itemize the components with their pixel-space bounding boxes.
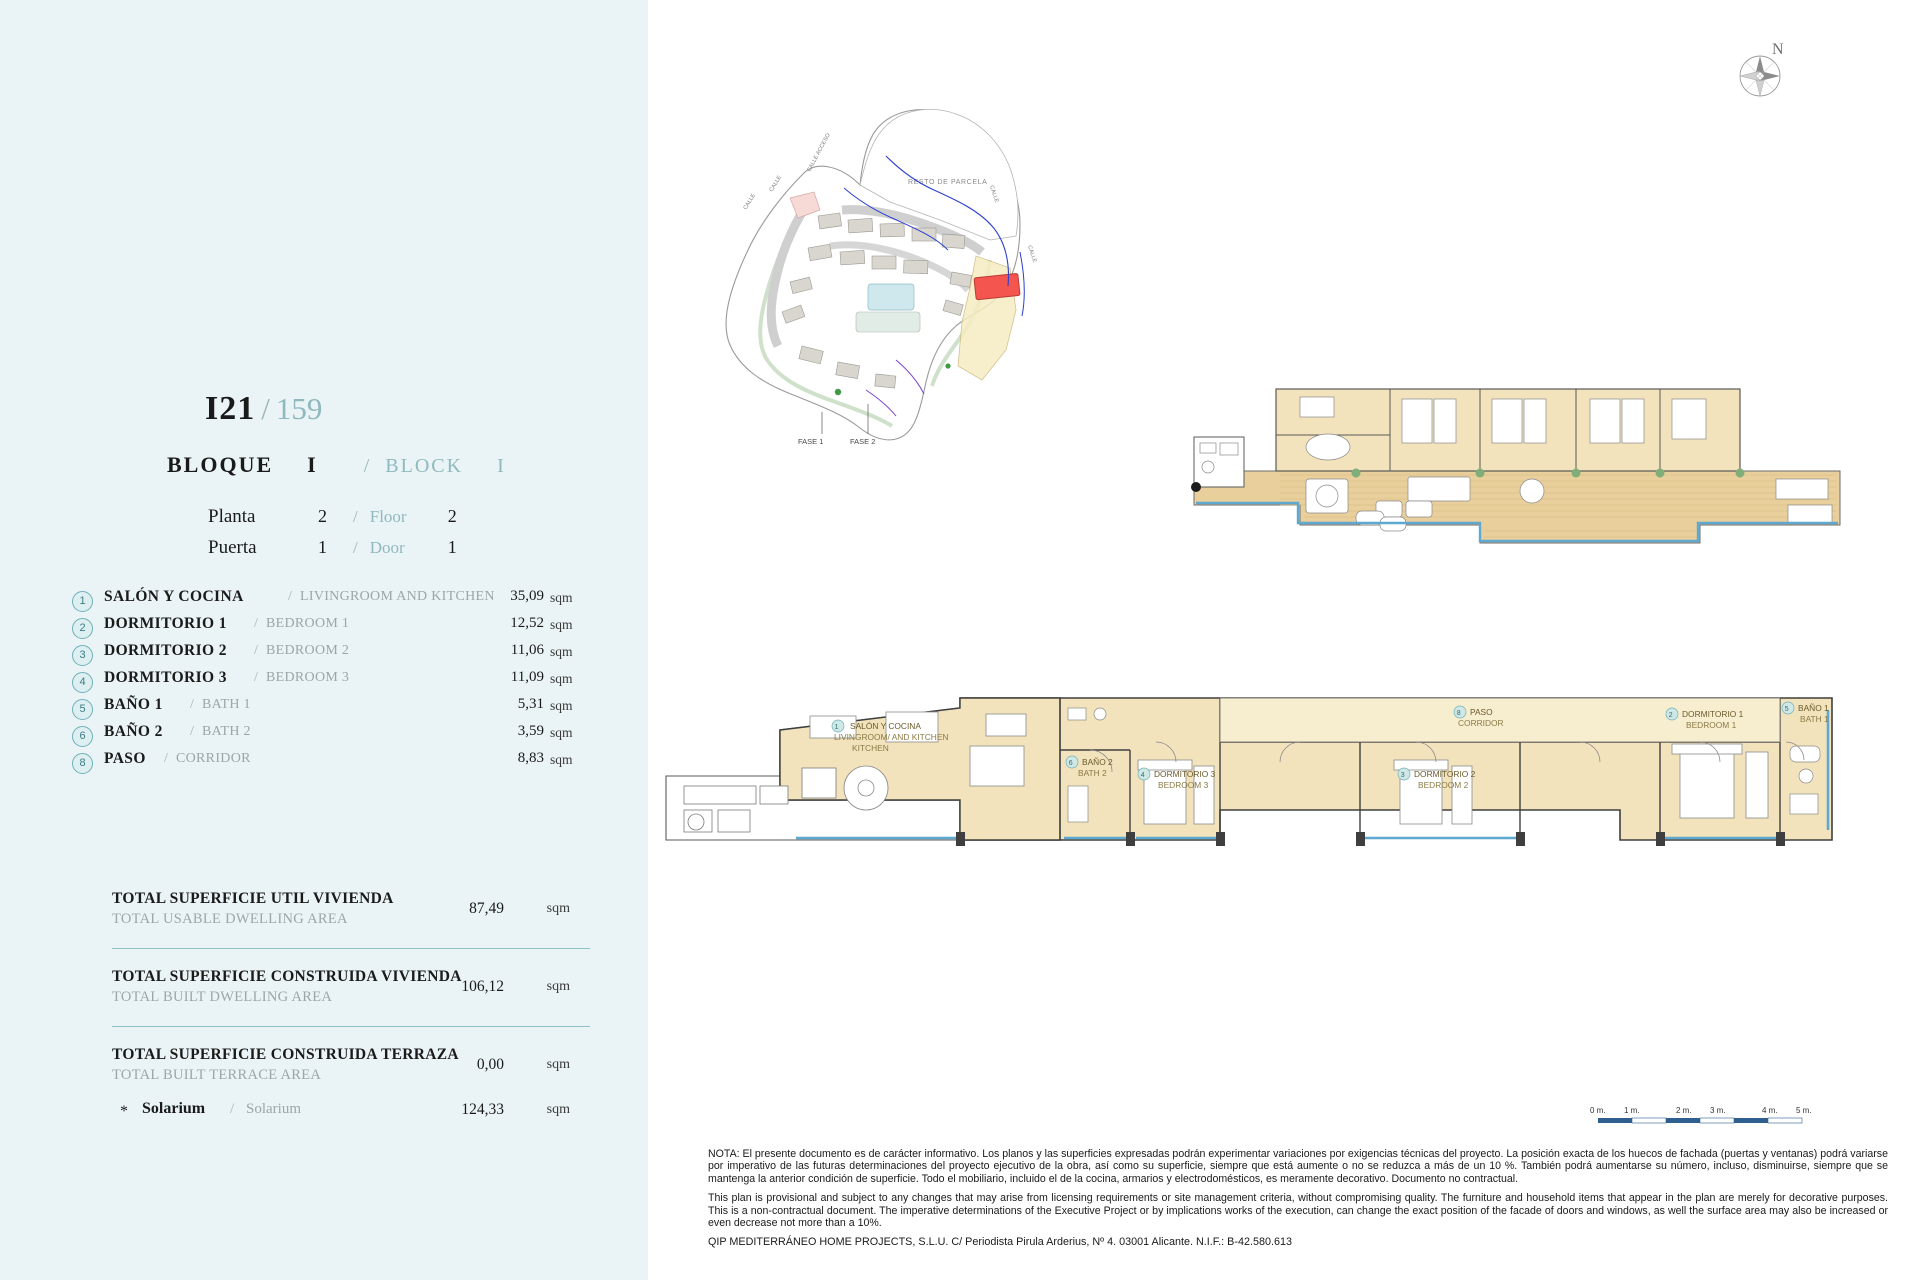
amenity-area bbox=[856, 312, 920, 332]
tag-label-en-8: CORRIDOR bbox=[1458, 718, 1504, 728]
door-separator: / bbox=[353, 538, 358, 557]
room-area: 35,09 bbox=[510, 588, 544, 604]
total-usable-value: 87,49 bbox=[469, 900, 504, 917]
floor-separator: / bbox=[353, 507, 358, 526]
unit-number: 159 bbox=[275, 391, 323, 426]
tag-number-2: 2 bbox=[1668, 711, 1673, 719]
room-name-es: PASO bbox=[104, 750, 146, 767]
room-name-es: BAÑO 1 bbox=[104, 696, 163, 713]
block-label-es: BLOQUE bbox=[167, 452, 274, 477]
room-name-en: LIVINGROOM AND KITCHEN bbox=[300, 589, 495, 604]
door-label-en: Door bbox=[369, 538, 405, 557]
room-name-es: DORMITORIO 2 bbox=[104, 642, 227, 659]
total-terrace-value: 0,00 bbox=[476, 1056, 504, 1073]
room-area: 11,06 bbox=[510, 642, 544, 658]
street-label: CALLE bbox=[768, 174, 784, 194]
room-separator: / bbox=[288, 589, 292, 604]
tag-label-en-4: BEDROOM 3 bbox=[1158, 780, 1209, 790]
total-usable-label-en: TOTAL USABLE DWELLING AREA bbox=[112, 911, 348, 927]
tag-label-en-6: BATH 2 bbox=[1078, 768, 1107, 778]
tag-label-en-1b: KITCHEN bbox=[852, 743, 889, 753]
service-block bbox=[1194, 437, 1244, 487]
street-label: CALLE bbox=[1026, 244, 1038, 264]
floor-value-es: 2 bbox=[318, 506, 327, 526]
tag-label-en-1: LIVINGROOM/ AND KITCHEN bbox=[834, 732, 949, 742]
room-separator: / bbox=[254, 670, 258, 685]
room-row bbox=[72, 696, 592, 723]
block-value-es: I bbox=[307, 452, 316, 477]
tag-label-es-4: DORMITORIO 3 bbox=[1154, 769, 1216, 779]
floor-label-en: Floor bbox=[369, 507, 407, 526]
tag-label-es-5: BAÑO 1 bbox=[1798, 703, 1829, 713]
room-row bbox=[72, 588, 592, 615]
room-row bbox=[72, 750, 592, 777]
room-name-en: BATH 1 bbox=[202, 697, 251, 712]
site-plan-svg bbox=[690, 60, 1250, 480]
scale-tick-0: 0 m. bbox=[1590, 1106, 1606, 1115]
room-area: 8,83 bbox=[517, 750, 544, 766]
door-value-es: 1 bbox=[318, 537, 327, 557]
tag-number-8: 8 bbox=[1456, 709, 1461, 717]
block-value-en: I bbox=[497, 455, 504, 477]
block-row bbox=[167, 452, 547, 478]
door-value-en: 1 bbox=[447, 537, 457, 557]
company-legal-line: QIP MEDITERRÁNEO HOME PROJECTS, S.L.U. C/ Periodista Pirula Arderius, Nº 4. 03001 Alicante. N.I.F.: B-42.580.613 bbox=[708, 1236, 1292, 1249]
info-panel bbox=[0, 0, 648, 1280]
total-built-dwelling-area bbox=[112, 968, 592, 1006]
block-label-en: BLOCK bbox=[385, 455, 464, 477]
room-index-badge: 1 bbox=[72, 591, 93, 612]
solarium-asterisk: * bbox=[120, 1103, 128, 1120]
room-row bbox=[72, 615, 592, 642]
room-row bbox=[72, 642, 592, 669]
solarium-label-en: Solarium bbox=[246, 1101, 301, 1117]
unit-code: I21 bbox=[205, 390, 256, 427]
total-usable-unit: sqm bbox=[546, 901, 570, 916]
unit-title bbox=[205, 390, 322, 428]
marker-dot bbox=[835, 389, 841, 395]
tag-label-es-6: BAÑO 2 bbox=[1082, 757, 1113, 767]
room-area-unit: sqm bbox=[550, 644, 573, 659]
room-area-unit: sqm bbox=[550, 617, 573, 632]
room-separator: / bbox=[254, 643, 258, 658]
floor-row bbox=[208, 506, 548, 528]
room-index-badge: 5 bbox=[72, 699, 93, 720]
tag-label-es-3: DORMITORIO 2 bbox=[1414, 769, 1476, 779]
block-separator: / bbox=[363, 455, 370, 477]
utility-line bbox=[1020, 252, 1024, 316]
total-built-value: 106,12 bbox=[461, 978, 504, 995]
solarium-unit: sqm bbox=[546, 1102, 570, 1117]
street-label: CALLE bbox=[988, 184, 1000, 204]
total-built-label-es: TOTAL SUPERFICIE CONSTRUIDA VIVIENDA bbox=[112, 968, 462, 985]
room-name-es: DORMITORIO 3 bbox=[104, 669, 227, 686]
room-index-badge: 2 bbox=[72, 618, 93, 639]
tag-label-es-8: PASO bbox=[1470, 707, 1493, 717]
highlighted-unit bbox=[974, 273, 1020, 299]
rest-of-parcel-label: RESTO DE PARCELA bbox=[908, 179, 988, 186]
room-index-badge: 8 bbox=[72, 753, 93, 774]
total-built-terrace-area bbox=[112, 1046, 592, 1084]
solarium-label-es: Solarium bbox=[142, 1100, 206, 1117]
room-area-unit: sqm bbox=[550, 752, 573, 767]
bedroom1-furniture bbox=[1672, 744, 1768, 818]
room-area-unit: sqm bbox=[550, 590, 573, 605]
room-name-en: BEDROOM 1 bbox=[266, 616, 350, 631]
total-terrace-label-en: TOTAL BUILT TERRACE AREA bbox=[112, 1067, 322, 1083]
tag-label-en-2: BEDROOM 1 bbox=[1686, 720, 1737, 730]
compass-north-label: N bbox=[1772, 41, 1784, 58]
total-terrace-unit: sqm bbox=[546, 1057, 570, 1072]
tag-number-5: 5 bbox=[1784, 705, 1789, 713]
marker-dot bbox=[945, 363, 950, 368]
total-built-unit: sqm bbox=[546, 979, 570, 994]
door-label-es: Puerta bbox=[208, 537, 257, 558]
room-separator: / bbox=[164, 751, 168, 766]
scale-tick-1: 1 m. bbox=[1624, 1106, 1640, 1115]
site-plan bbox=[690, 60, 1250, 480]
total-usable-label-es: TOTAL SUPERFICIE UTIL VIVIENDA bbox=[112, 890, 394, 907]
room-name-en: CORRIDOR bbox=[176, 751, 251, 766]
room-schedule bbox=[72, 588, 592, 777]
room-area: 5,31 bbox=[517, 696, 544, 712]
legal-notes bbox=[708, 1148, 1888, 1249]
solarium-separator: / bbox=[230, 1101, 235, 1117]
room-area: 12,52 bbox=[510, 615, 544, 631]
room-row bbox=[72, 669, 592, 696]
room-area-unit: sqm bbox=[550, 725, 573, 740]
divider bbox=[112, 1026, 590, 1027]
phase-1-label: FASE 1 bbox=[798, 437, 824, 446]
room-index-badge: 4 bbox=[72, 672, 93, 693]
total-terrace-label-es: TOTAL SUPERFICIE CONSTRUIDA TERRAZA bbox=[112, 1046, 459, 1063]
tag-label-es-2: DORMITORIO 1 bbox=[1682, 709, 1744, 719]
tag-label-en-5: BATH 1 bbox=[1800, 714, 1829, 724]
tag-number-3: 3 bbox=[1400, 771, 1405, 779]
tag-label-en-3: BEDROOM 2 bbox=[1418, 780, 1469, 790]
total-built-label-en: TOTAL BUILT DWELLING AREA bbox=[112, 989, 333, 1005]
unit-separator: / bbox=[261, 391, 270, 426]
tag-number-1: 1 bbox=[834, 723, 839, 731]
scale-tick-5: 5 m. bbox=[1796, 1106, 1812, 1115]
entry-marker bbox=[1191, 482, 1201, 492]
room-name-en: BEDROOM 3 bbox=[266, 670, 350, 685]
room-name-es: DORMITORIO 1 bbox=[104, 615, 227, 632]
room-area-unit: sqm bbox=[550, 698, 573, 713]
room-separator: / bbox=[190, 724, 194, 739]
phase-2-label: FASE 2 bbox=[850, 437, 876, 446]
scale-segments bbox=[1598, 1118, 1802, 1123]
total-usable-area bbox=[112, 890, 592, 928]
scale-tick-3: 3 m. bbox=[1710, 1106, 1726, 1115]
scale-bar bbox=[1590, 1104, 1840, 1130]
note-spanish: NOTA: El presente documento es de carácter informativo. Los planos y las superficies expresadas podrán experimentar variaciones por exigencias técnicas del proyecto. La posición exacta de los huecos de fachada (puertas y ventanas) podrá variarse por imperativo de las futuras determinaciones del proyecto ejecutivo de la obra, así como su superficie, siempre que está aumente o no se reduzca a más de un 10 %. También podrá aumentarse su número, incluso, disminuirse, siempre que se mantenga la anterior condición de superficie. Todo el mobiliario, incluido el de la cocina, armarios y electrodomésticos, es meramente decorativo. Documento no contractual. bbox=[708, 1148, 1888, 1185]
dwelling-floor-plan bbox=[660, 690, 1890, 940]
room-index-badge: 3 bbox=[72, 645, 93, 666]
room-area: 11,09 bbox=[510, 669, 544, 685]
door-row bbox=[208, 537, 548, 559]
street-label: CALLE bbox=[742, 192, 758, 212]
solarium-value: 124,33 bbox=[461, 1101, 504, 1118]
compass-rose-icon bbox=[1728, 38, 1798, 108]
room-name-es: BAÑO 2 bbox=[104, 723, 163, 740]
room-name-es: SALÓN Y COCINA bbox=[104, 588, 244, 605]
room-name-en: BATH 2 bbox=[202, 724, 251, 739]
room-index-badge: 6 bbox=[72, 726, 93, 747]
note-english: This plan is provisional and subject to any changes that may arise from licensing requirements or site management criteria, without compromising quality. The furniture and household items that appear in the plan are merely for decorative purposes. This is a non-contractual document. The imperative determinations of the Executive Project or by implications works of the execution, can change the exact position of the facade of doors and windows, as well the surface area may also be increased or even decrease not more than a 10%. bbox=[708, 1192, 1888, 1230]
tag-number-4: 4 bbox=[1140, 771, 1145, 779]
floor-label-es: Planta bbox=[208, 506, 256, 527]
room-name-en: BEDROOM 2 bbox=[266, 643, 350, 658]
room-area: 3,59 bbox=[517, 723, 544, 739]
floor-value-en: 2 bbox=[447, 506, 457, 526]
scale-tick-2: 2 m. bbox=[1676, 1106, 1692, 1115]
street-label: CALLE ACCESO bbox=[806, 132, 832, 173]
room-separator: / bbox=[254, 616, 258, 631]
scale-tick-4: 4 m. bbox=[1762, 1106, 1778, 1115]
tag-number-6: 6 bbox=[1068, 759, 1073, 767]
solarium-floor-plan bbox=[1180, 375, 1880, 615]
room-row bbox=[72, 723, 592, 750]
room-area-unit: sqm bbox=[550, 671, 573, 686]
pool-area bbox=[868, 284, 914, 310]
room-separator: / bbox=[190, 697, 194, 712]
tag-label-es-1: SALÓN Y COCINA bbox=[850, 721, 921, 731]
divider bbox=[112, 948, 590, 949]
